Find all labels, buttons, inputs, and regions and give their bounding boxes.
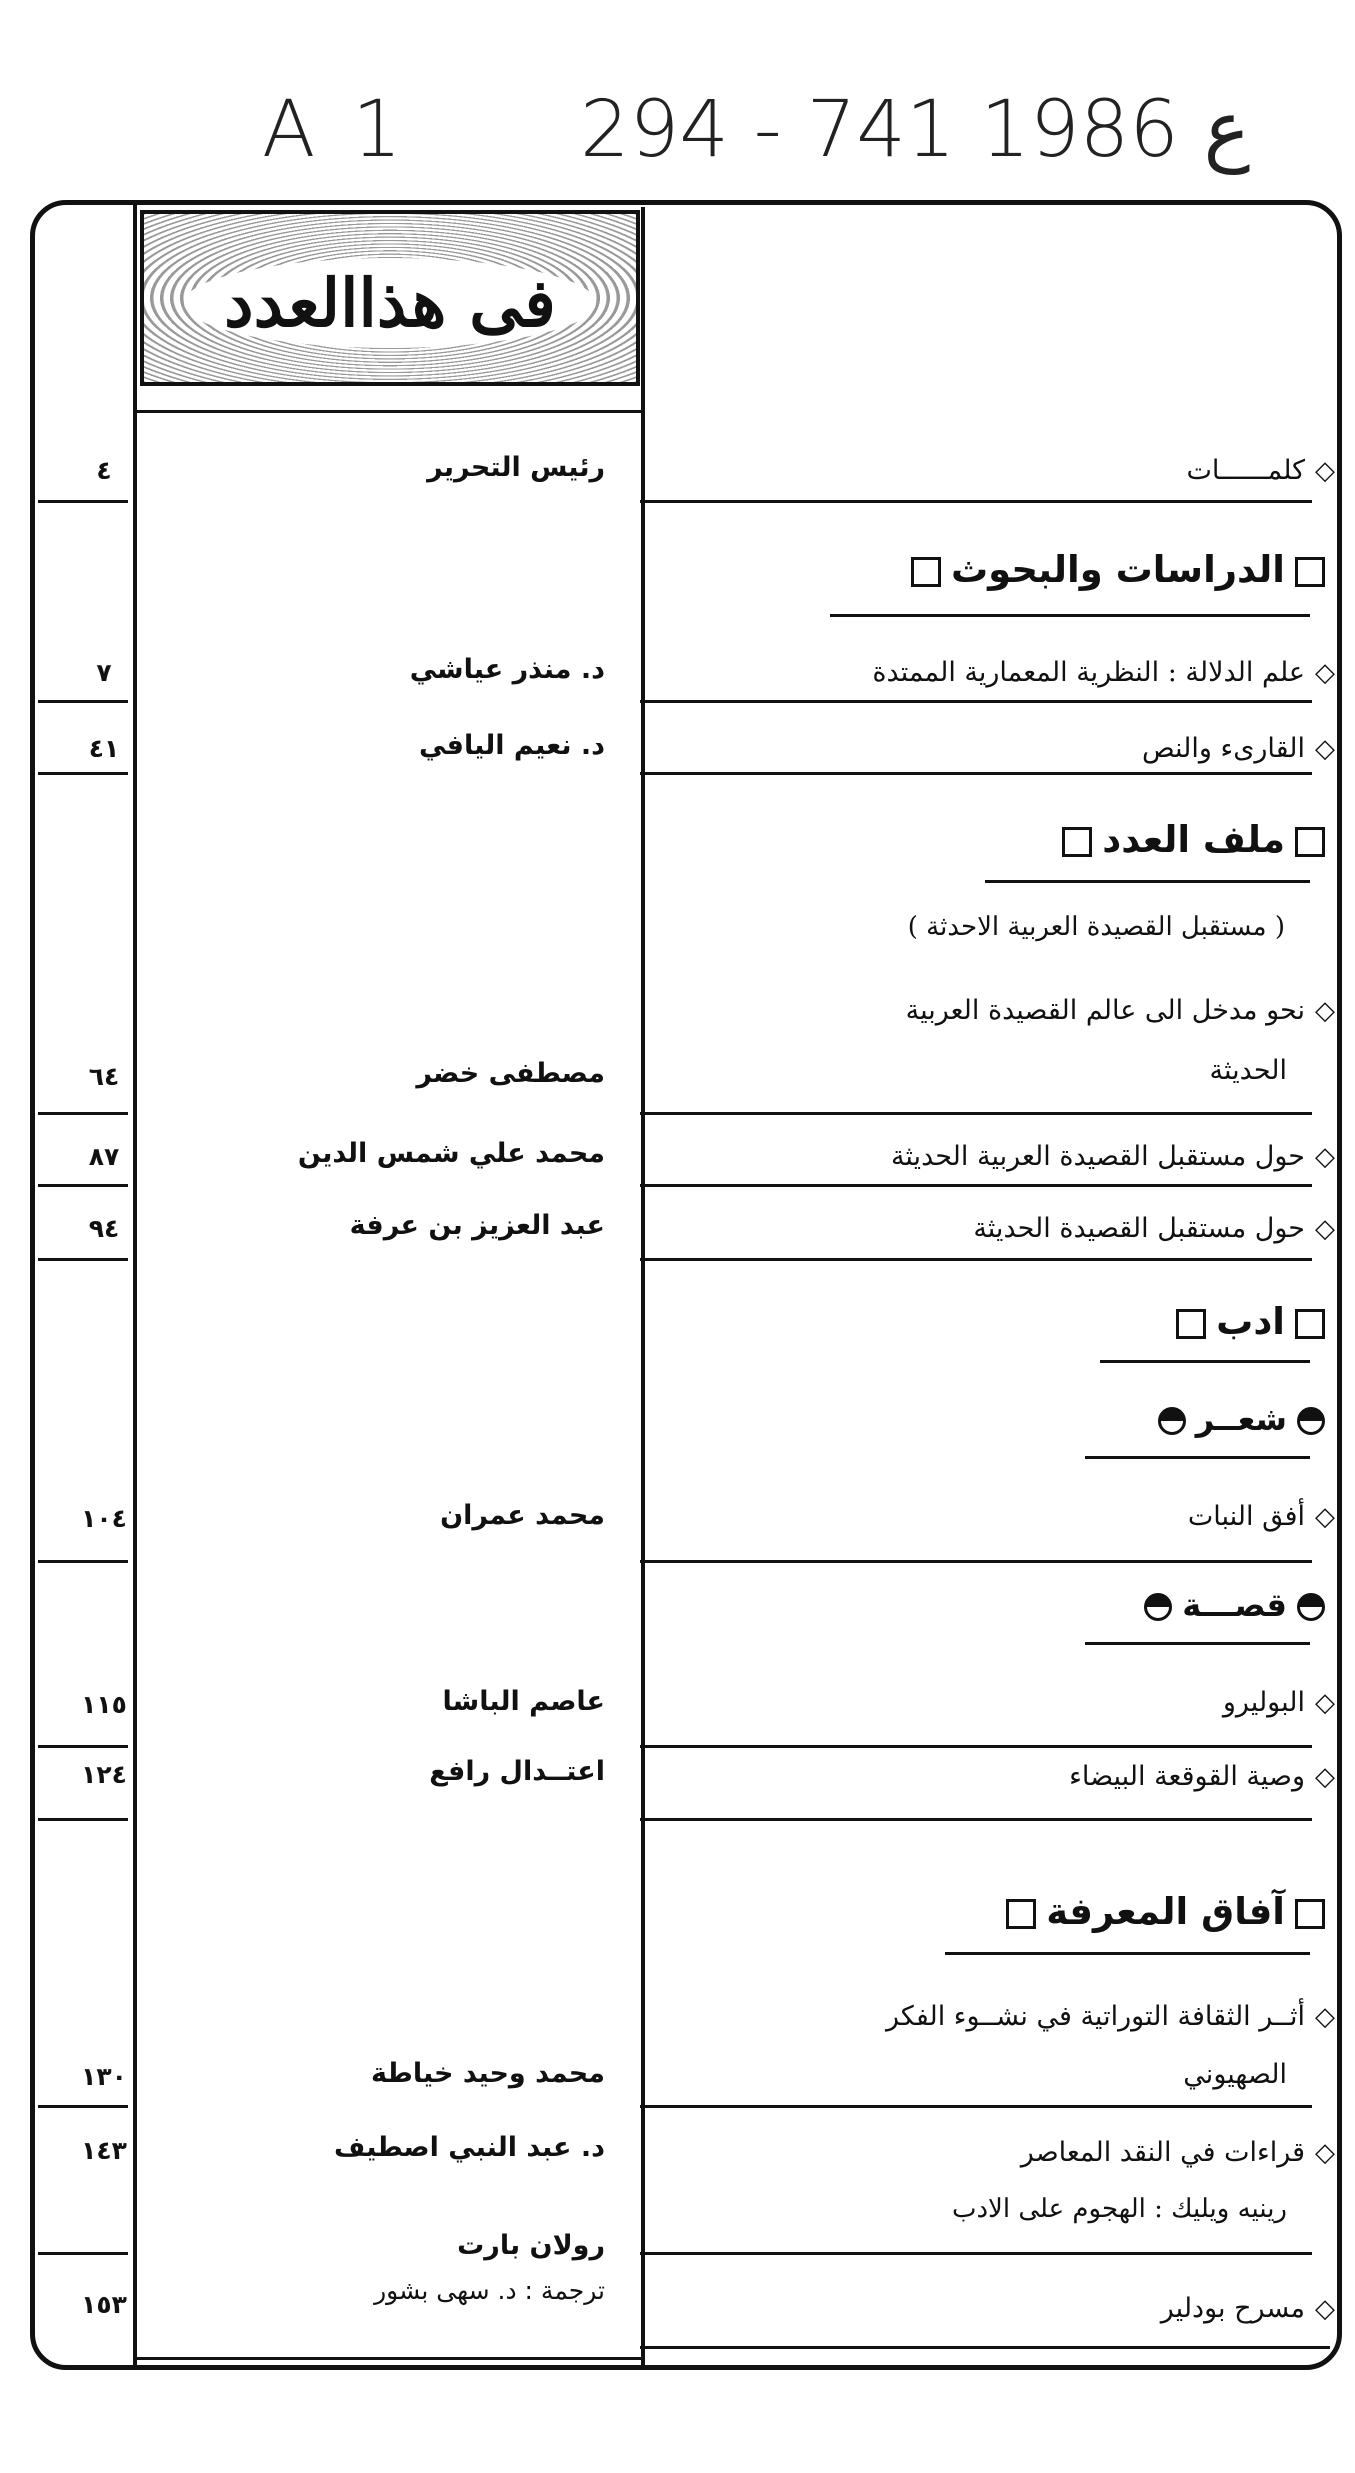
row-rule: [38, 2105, 128, 2108]
heading-underline: [985, 880, 1310, 883]
row-rule: [38, 1560, 128, 1563]
entry-title: ◇نحو مدخل الى عالم القصيدة العربية: [905, 995, 1335, 1026]
row-rule: [38, 1184, 128, 1187]
diamond-bullet-icon: ◇: [1315, 2294, 1335, 2324]
diamond-bullet-icon: ◇: [1315, 456, 1335, 486]
row-rule: [38, 500, 128, 503]
square-bullet-icon: [1295, 1309, 1325, 1339]
section-heading-literature: ادب: [1166, 1300, 1335, 1343]
diamond-bullet-icon: ◇: [1315, 2138, 1335, 2168]
diamond-bullet-icon: ◇: [1315, 1214, 1335, 1244]
half-circle-bullet-icon: [1158, 1407, 1186, 1435]
entry-author: د. عبد النبي اصطيف: [334, 2132, 605, 2163]
entry-author: اعتــدال رافع: [429, 1756, 605, 1787]
entry-title: ◇علم الدلالة : النظرية المعمارية الممتدة: [872, 657, 1335, 688]
row-rule: [640, 1745, 1312, 1748]
entry-title: ◇البوليرو: [1222, 1687, 1335, 1718]
row-rule: [640, 772, 1312, 775]
section-heading-dossier: ملف العدد: [1052, 818, 1335, 861]
entry-page: ٧: [96, 658, 112, 687]
square-bullet-icon: [1006, 1899, 1036, 1929]
entry-author: عبد العزيز بن عرفة: [349, 1210, 605, 1241]
row-rule: [640, 1258, 1312, 1261]
entry-title: ◇مسرح بودلير: [1160, 2293, 1335, 2324]
diamond-bullet-icon: ◇: [1315, 1502, 1335, 1532]
masthead-in-this-issue: [140, 210, 640, 386]
entry-author: د. منذر عياشي: [409, 654, 605, 685]
row-rule: [38, 772, 128, 775]
row-rule: [38, 1112, 128, 1115]
entry-title-continued: الحديثة: [1209, 1055, 1287, 1086]
row-rule: [640, 1184, 1312, 1187]
entry-page: ٤١: [88, 734, 120, 763]
row-rule: [38, 1745, 128, 1748]
entry-page: ١٢٤: [81, 1760, 127, 1789]
entry-title: ◇كلمــــــات: [1186, 455, 1335, 486]
entry-title: ◇القارىء والنص: [1141, 733, 1335, 764]
entry-title: ◇حول مستقبل القصيدة الحديثة: [973, 1213, 1335, 1244]
entry-title: ◇حول مستقبل القصيدة العربية الحديثة: [890, 1141, 1335, 1172]
diamond-bullet-icon: ◇: [1315, 2002, 1335, 2032]
entry-translator: ترجمة : د. سهى بشور: [374, 2276, 605, 2305]
diamond-bullet-icon: ◇: [1315, 734, 1335, 764]
half-circle-bullet-icon: [1297, 1407, 1325, 1435]
diamond-bullet-icon: ◇: [1315, 1142, 1335, 1172]
entry-page: ٩٤: [88, 1214, 120, 1243]
entry-page: ٤: [96, 456, 112, 485]
heading-underline: [1100, 1360, 1310, 1363]
diamond-bullet-icon: ◇: [1315, 996, 1335, 1026]
row-rule: [640, 1818, 1312, 1821]
row-rule: [640, 500, 1312, 503]
square-bullet-icon: [1295, 827, 1325, 857]
square-bullet-icon: [1176, 1309, 1206, 1339]
entry-author: عاصم الباشا: [442, 1686, 605, 1717]
half-circle-bullet-icon: [1297, 1593, 1325, 1621]
entry-title: ◇أفق النبات: [1187, 1501, 1335, 1532]
row-rule: [640, 1560, 1312, 1563]
entry-title: ◇أثــر الثقافة التوراتية في نشــوء الفكر: [886, 2001, 1335, 2032]
entry-title: ◇وصية القوقعة البيضاء: [1069, 1761, 1335, 1792]
entry-title-continued: رينيه ويليك : الهجوم على الادب: [951, 2194, 1287, 2224]
heading-underline: [945, 1952, 1310, 1955]
row-rule: [38, 700, 128, 703]
diamond-bullet-icon: ◇: [1315, 658, 1335, 688]
half-circle-bullet-icon: [1144, 1593, 1172, 1621]
subsection-heading-story: قصـــة: [1134, 1586, 1335, 1624]
entry-author: د. نعيم اليافي: [418, 730, 605, 761]
row-rule: [640, 2252, 1312, 2255]
row-rule: [640, 1112, 1312, 1115]
entry-author: محمد علي شمس الدين: [297, 1138, 605, 1169]
entry-author: رئيس التحرير: [427, 452, 605, 483]
entry-title: ◇قراءات في النقد المعاصر: [1020, 2137, 1335, 2168]
section-heading-horizons: آفاق المعرفة: [996, 1890, 1335, 1933]
row-rule: [38, 1818, 128, 1821]
row-rule: [640, 700, 1312, 703]
entry-title-continued: الصهيوني: [1183, 2059, 1287, 2090]
heading-underline: [1085, 1456, 1310, 1459]
entry-page: ١٠٤: [81, 1504, 127, 1533]
entry-page: ٨٧: [88, 1142, 120, 1171]
row-rule: [38, 1258, 128, 1261]
entry-page: ١١٥: [81, 1690, 127, 1719]
masthead-label: فى هذاالعدد: [184, 258, 596, 348]
entry-page: ١٣٠: [81, 2062, 127, 2091]
section-heading-studies: الدراسات والبحوث: [901, 548, 1335, 591]
square-bullet-icon: [1062, 827, 1092, 857]
square-bullet-icon: [911, 557, 941, 587]
diamond-bullet-icon: ◇: [1315, 1688, 1335, 1718]
diamond-bullet-icon: ◇: [1315, 1762, 1335, 1792]
entry-page: ١٤٣: [81, 2136, 127, 2165]
subsection-heading-poetry: شعــر: [1148, 1400, 1335, 1438]
dossier-subtitle: ( مستقبل القصيدة العربية الاحدثة ): [907, 912, 1285, 942]
entry-author: مصطفى خضر: [416, 1058, 605, 1089]
square-bullet-icon: [1295, 557, 1325, 587]
row-rule: [38, 2252, 128, 2255]
heading-underline: [1085, 1642, 1310, 1645]
handwritten-code-right: 294 - ع 1986 741: [580, 85, 1251, 175]
square-bullet-icon: [1295, 1899, 1325, 1929]
entry-author: محمد عمران: [440, 1500, 605, 1531]
bottom-rule: [640, 2346, 1330, 2349]
entry-page: ١٥٣: [81, 2290, 127, 2319]
entry-page: ٦٤: [88, 1062, 120, 1091]
handwritten-code-left: A 1: [262, 85, 408, 175]
entry-author: محمد وحيد خياطة: [371, 2058, 605, 2089]
entry-author: رولان بارت: [457, 2230, 605, 2261]
row-rule: [640, 2105, 1312, 2108]
heading-underline: [830, 614, 1310, 617]
